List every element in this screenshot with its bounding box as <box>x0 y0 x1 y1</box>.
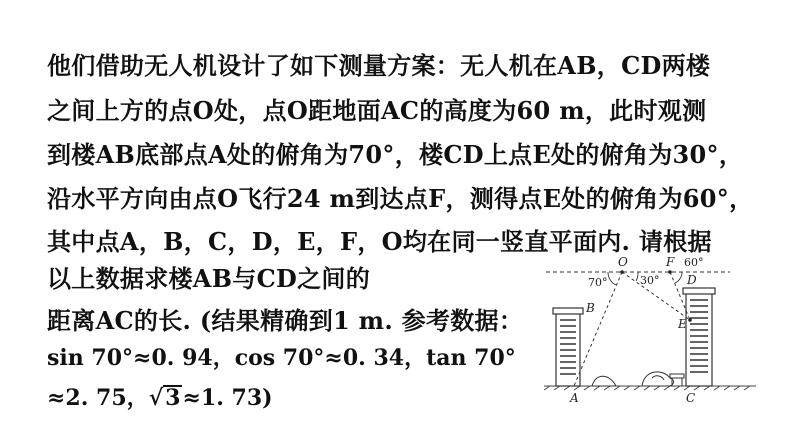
point-e <box>688 318 692 322</box>
problem-line-3: 到楼AB底部点A处的俯角为70°，楼CD上点E处的俯角为30°， <box>47 140 744 169</box>
sqrt-sign: √ <box>148 385 164 411</box>
point-f <box>668 270 672 274</box>
label-d: D <box>687 273 697 287</box>
reference-data-line-1: sin 70°≈0. 94，cos 70°≈0. 34，tan 70° <box>47 345 516 371</box>
geometry-figure <box>530 250 776 422</box>
arc-70 <box>608 272 616 285</box>
problem-line-4: 沿水平方向由点O飞行24 m到达点F，测得点E处的俯角为60°， <box>47 184 754 213</box>
ground-hatch <box>544 386 756 390</box>
label-c: C <box>686 391 696 405</box>
angle-label-70: 70° <box>588 276 608 289</box>
building-ab <box>553 308 583 386</box>
reference-suffix: ≈1. 73) <box>182 385 273 411</box>
label-a: A <box>570 391 579 405</box>
building-cd <box>683 288 715 386</box>
label-f: F <box>666 255 675 269</box>
angle-label-30: 30° <box>640 274 660 287</box>
problem-line-2: 之间上方的点O处，点O距地面AC的高度为60 m，此时观测 <box>47 96 707 125</box>
arc-30 <box>636 272 638 281</box>
label-o: O <box>618 255 628 269</box>
sight-line-oa <box>574 272 622 386</box>
angle-label-60: 60° <box>684 256 704 269</box>
arc-60 <box>675 272 682 283</box>
problem-line-1: 他们借助无人机设计了如下测量方案：无人机在AB，CD两楼 <box>47 51 711 80</box>
problem-line-6: 以上数据求楼AB与CD之间的 <box>47 264 371 293</box>
point-o <box>620 270 624 274</box>
label-e: E <box>678 317 687 331</box>
sqrt-radicand: 3 <box>165 385 181 411</box>
reference-prefix: ≈2. 75， <box>47 385 149 411</box>
ground-rocks <box>592 372 684 386</box>
label-b: B <box>586 301 595 315</box>
problem-line-5: 其中点A，B，C，D，E，F，O均在同一竖直平面内. 请根据 <box>47 227 712 256</box>
reference-data-line-2 <box>47 381 273 412</box>
problem-line-7: 距离AC的长. (结果精确到1 m. 参考数据： <box>47 306 524 335</box>
